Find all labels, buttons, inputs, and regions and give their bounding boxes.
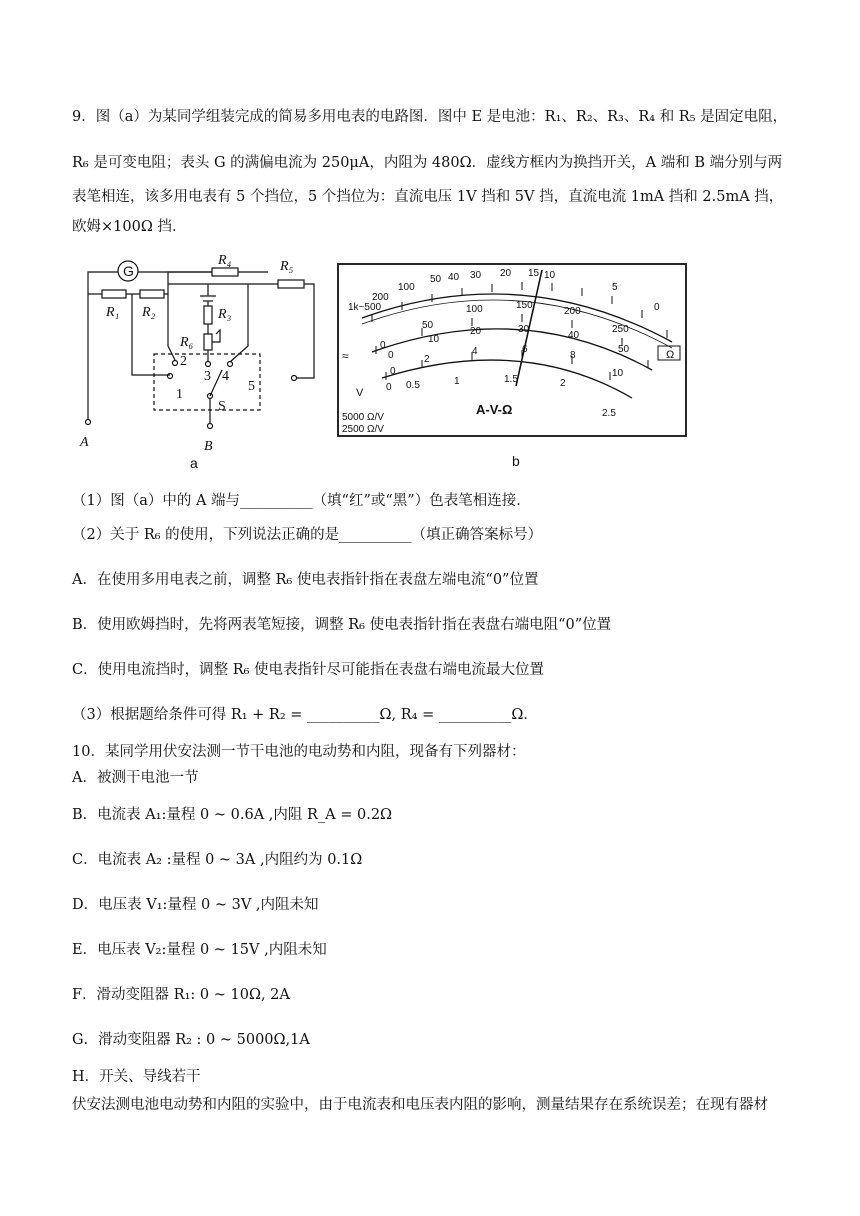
inner-label-2: 2 xyxy=(560,378,566,389)
mid2-label-10: 10 xyxy=(428,334,440,345)
label-g: G xyxy=(123,263,134,279)
inner2-label-10: 10 xyxy=(612,368,624,379)
mid2-label-20: 20 xyxy=(470,326,482,337)
circuit-labels xyxy=(79,253,294,471)
mid-label-150: 150 xyxy=(516,300,533,311)
q10-item-h: H．开关、导线若干 xyxy=(72,1069,201,1085)
figure-b-caption: b xyxy=(512,453,520,469)
inner-label-0.5: 0.5 xyxy=(406,380,420,391)
label-contact-1: 1 xyxy=(176,387,183,402)
label-switch-s: S xyxy=(218,399,226,414)
resistor-r3 xyxy=(204,306,212,324)
q9-option-b: B．使用欧姆挡时，先将两表笔短接，调整 R₆ 使电表指针指在表盘右端电阻“0”位置 xyxy=(72,617,612,633)
ohm-label-50: 50 xyxy=(430,274,442,285)
inner-label-1: 1 xyxy=(454,376,460,387)
inner-label-0: 0 xyxy=(386,382,392,393)
mid2-label-0: 0 xyxy=(388,350,394,361)
q10-last-line: 伏安法测电池电动势和内阻的实验中，由于电流表和电压表内阻的影响，测量结果存在系统误差；在现有器材 xyxy=(72,1097,768,1113)
ac-symbol: ≈ xyxy=(342,349,349,363)
meter-brand: A-V-Ω xyxy=(476,402,513,417)
label-r4: R₄ xyxy=(218,253,232,268)
resistor-r5 xyxy=(278,280,304,288)
mid2-label-40: 40 xyxy=(568,330,580,341)
dc-symbol: V xyxy=(356,387,364,399)
q9-line2: R₆ 是可变电阻；表头 G 的满偏电流为 250μA，内阻为 480Ω．虚线方框内为换挡开关，A 端和 B 端分别与两 xyxy=(72,155,783,171)
circuit-diagram xyxy=(86,261,315,429)
q10-item-a: A．被测干电池一节 xyxy=(72,770,199,786)
mid2-label-50: 50 xyxy=(618,344,630,355)
resistor-r2 xyxy=(140,290,164,298)
ohm-label-30: 30 xyxy=(470,270,482,281)
mid-label-50: 50 xyxy=(422,320,434,331)
mid-label-250: 250 xyxy=(612,324,629,335)
label-contact-4: 4 xyxy=(222,369,229,384)
inner2-label-4: 4 xyxy=(472,346,478,357)
resistor-r1 xyxy=(102,290,126,298)
label-r5: R₅ xyxy=(280,259,294,274)
label-contact-5: 5 xyxy=(248,379,255,394)
ohm-label-0: 0 xyxy=(654,302,660,313)
mid2-label-30: 30 xyxy=(518,324,530,335)
label-r1: R₁ xyxy=(106,305,120,320)
q10-item-f: F．滑动变阻器 R₁: 0 ~ 10Ω, 2A xyxy=(72,987,290,1003)
label-terminal-b: B xyxy=(204,439,213,454)
q10-item-c: C．电流表 A₂ :量程 0 ~ 3A ,内阻约为 0.1Ω xyxy=(72,852,363,868)
ohm-label-5: 5 xyxy=(612,282,618,293)
inner2-label-8: 8 xyxy=(570,350,576,361)
label-terminal-a: A xyxy=(80,435,89,450)
q10-item-d: D．电压表 V₁:量程 0 ~ 3V ,内阻未知 xyxy=(72,897,319,913)
figure-a-caption: a xyxy=(190,455,198,471)
q9-line1: 9．图（a）为某同学组装完成的简易多用电表的电路图．图中 E 是电池：R₁、R₂、R₃、R₄ 和 R₅ 是固定电阻， xyxy=(72,109,788,125)
ohm-label-200: 200 xyxy=(372,292,389,303)
ohm-label-20: 20 xyxy=(500,268,512,279)
inner2-label-2: 2 xyxy=(424,354,430,365)
ohm-label-10: 10 xyxy=(544,270,556,281)
q9-option-c: C．使用电流挡时，调整 R₆ 使电表指针尽可能指在表盘右端电流最大位置 xyxy=(72,662,545,678)
q9-sub1: （1）图（a）中的 A 端与__________（填“红”或“黑”）色表笔相连接． xyxy=(72,493,531,509)
meter-spec-2: 2500 Ω/V xyxy=(342,424,384,435)
label-r3: R₃ xyxy=(218,307,232,322)
label-r6: R₆ xyxy=(180,335,194,350)
meter-spec-1: 5000 Ω/V xyxy=(342,412,384,423)
q10-title: 10．某同学用伏安法测一节干电池的电动势和内阻，现备有下列器材： xyxy=(72,744,526,760)
mid-label-200: 200 xyxy=(564,306,581,317)
resistor-r6 xyxy=(204,334,212,350)
label-contact-2: 2 xyxy=(180,354,187,369)
resistor-r4 xyxy=(212,268,238,276)
ohm-label-15: 15 xyxy=(528,268,540,279)
ohm-label-40: 40 xyxy=(448,272,460,283)
inner2-label-0: 0 xyxy=(390,366,396,377)
figures xyxy=(72,250,692,480)
q10-item-e: E．电压表 V₂:量程 0 ~ 15V ,内阻未知 xyxy=(72,942,327,958)
q10-item-b: B．电流表 A₁:量程 0 ~ 0.6A ,内阻 R_A = 0.2Ω xyxy=(72,807,393,823)
ohm-symbol: Ω xyxy=(666,349,675,361)
q9-sub3: （3）根据题给条件可得 R₁ + R₂ = __________Ω, R₄ = __________Ω． xyxy=(72,707,538,723)
inner-label-1.5: 1.5 xyxy=(504,374,518,385)
q9-line4: 欧姆×100Ω 挡． xyxy=(72,219,187,235)
ohm-label-100: 100 xyxy=(398,282,415,293)
inner2-label-6: 6 xyxy=(522,344,528,355)
ohm-label-1k: 1k~500 xyxy=(348,302,382,313)
mid-label-0: 0 xyxy=(380,340,386,351)
label-contact-3: 3 xyxy=(204,369,211,384)
inner-label-2.5: 2.5 xyxy=(602,408,616,419)
q9-option-a: A．在使用多用电表之前，调整 R₆ 使电表指针指在表盘左端电流“0”位置 xyxy=(72,572,539,588)
mid-label-100: 100 xyxy=(466,304,483,315)
q9-sub2: （2）关于 R₆ 的使用，下列说法正确的是__________（填正确答案标号） xyxy=(72,527,543,543)
q10-item-g: G．滑动变阻器 R₂ : 0 ~ 5000Ω,1A xyxy=(72,1032,310,1048)
label-r2: R₂ xyxy=(142,305,156,320)
q9-line3: 表笔相连，该多用电表有 5 个挡位，5 个挡位为：直流电压 1V 挡和 5V 挡，直流电流 1mA 挡和 2.5mA 挡， xyxy=(72,189,784,205)
